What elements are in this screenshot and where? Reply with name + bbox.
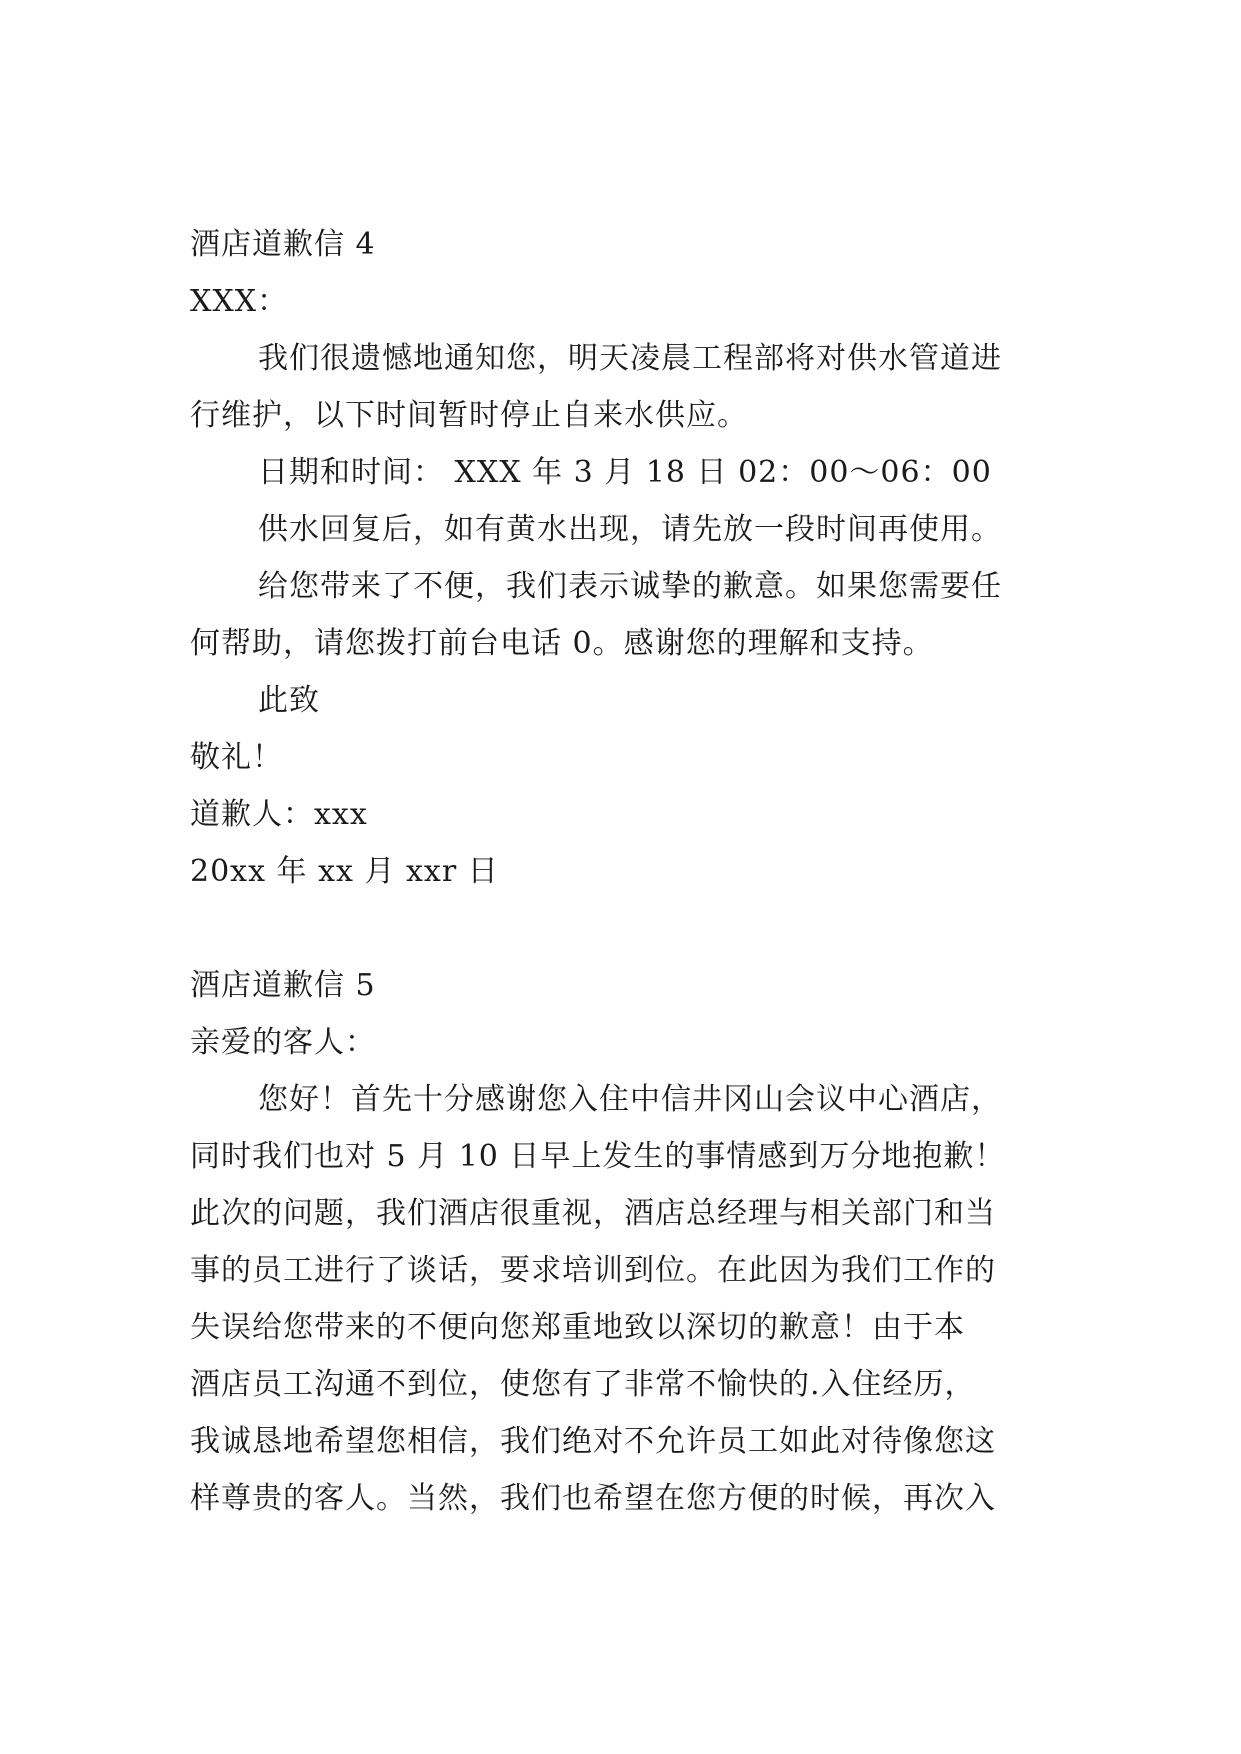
letter5-body-line: 失误给您带来的不便向您郑重地致以深切的歉意！由于本 [190,1310,965,1345]
letter4-title: 酒店道歉信 4 [190,227,376,262]
letter5-body-line: 您好！首先十分感谢您入住中信井冈山会议中心酒店， [258,1082,1002,1117]
letter4-salutation: XXX： [190,284,289,319]
letter4-paragraph1-line1: 我们很遗憾地通知您，明天凌晨工程部将对供水管道进 [258,341,1002,376]
letter5-salutation: 亲爱的客人： [190,1025,376,1060]
letter4-signer: 道歉人：xxx [190,797,368,832]
letter4-closing-ci-zhi: 此致 [258,683,320,718]
letter5-body-line: 此次的问题，我们酒店很重视，酒店总经理与相关部门和当 [190,1196,996,1231]
letter5-body-line: 我诚恳地希望您相信，我们绝对不允许员工如此对待像您这 [190,1424,996,1459]
letter4-paragraph4-line1: 给您带来了不便，我们表示诚挚的歉意。如果您需要任 [258,569,1002,604]
letter5-title: 酒店道歉信 5 [190,968,376,1003]
letter4-paragraph3: 供水回复后，如有黄水出现，请先放一段时间再使用。 [258,512,1002,547]
letter5-body-line: 酒店员工沟通不到位，使您有了非常不愉快的.入住经历， [190,1367,976,1402]
letter5-body-line: 样尊贵的客人。当然，我们也希望在您方便的时候，再次入 [190,1481,996,1516]
letter4-closing-jing-li: 敬礼！ [190,740,283,775]
letter4-paragraph4-line2: 何帮助，请您拨打前台电话 0。感谢您的理解和支持。 [190,626,934,661]
letter5-body-line: 同时我们也对 5 月 10 日早上发生的事情感到万分地抱歉！ [190,1139,1006,1174]
letter4-date-time: 日期和时间： XXX 年 3 月 18 日 02：00～06：00 [258,455,992,490]
letter4-date: 20xx 年 xx 月 xxr 日 [190,854,499,889]
letter4-paragraph1-line2: 行维护，以下时间暂时停止自来水供应。 [190,398,748,433]
letter5-body-line: 事的员工进行了谈话，要求培训到位。在此因为我们工作的 [190,1253,996,1288]
